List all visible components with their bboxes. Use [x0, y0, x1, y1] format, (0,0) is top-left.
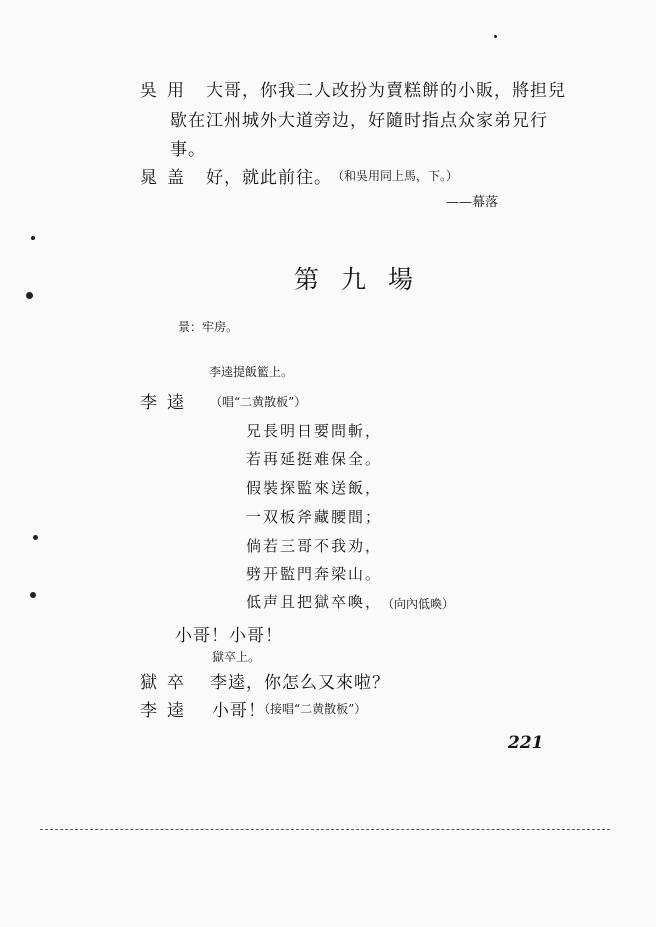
dialogue-line: 好，就此前往。 — [206, 168, 332, 188]
dialogue-line: 歇在江州城外大道旁边，好隨时指点众家弟兄行 — [170, 111, 548, 131]
dialogue-line: 大哥，你我二人改扮为賣糕餅的小販，將担兒 — [206, 81, 566, 101]
verse-line: 低声且把獄卒喚， — [246, 593, 383, 611]
dialogue-line: 小哥！小哥！ — [175, 626, 283, 646]
stage-direction: 李逵提飯籃上。 — [209, 365, 294, 379]
scan-speck — [33, 535, 38, 540]
curtain-falls: ——幕落 — [446, 195, 499, 210]
scan-speck — [30, 592, 36, 598]
speaker-li-kui: 李逵 — [140, 701, 194, 721]
scene-setting: 景：牢房。 — [178, 320, 239, 334]
speaker-li-kui: 李逵 — [140, 393, 194, 413]
verse-line: 劈开監門奔梁山。 — [246, 565, 383, 583]
verse-line: 一双板斧藏腰間； — [246, 508, 383, 526]
verse-line: 若再延挺难保全。 — [246, 450, 383, 468]
dialogue-line: 事。 — [170, 140, 206, 160]
dialogue-line: 小哥！ — [212, 701, 266, 721]
verse-line: 兄長明日要問斬， — [246, 422, 383, 440]
verse-line: 倘若三哥不我劝， — [246, 537, 383, 555]
scene-title: 第九場 — [294, 265, 436, 294]
stage-direction: （接唱“二黄散板”） — [258, 702, 367, 716]
page-number: 221 — [508, 733, 544, 753]
scan-speck — [31, 236, 35, 240]
stage-direction: （和吳用同上馬，下。） — [332, 169, 459, 183]
verse-line: 假裝探監來送飯， — [246, 479, 383, 497]
scan-speck — [494, 35, 497, 38]
speaker-wu-yong: 吳用 — [140, 81, 194, 101]
stage-direction: （唱“二黄散板”） — [210, 395, 307, 409]
page-bottom-edge — [40, 829, 610, 831]
dialogue-line: 李逵，你怎么又來啦？ — [210, 673, 390, 693]
stage-direction: （向內低喚） — [382, 597, 455, 611]
scan-speck — [26, 292, 33, 299]
speaker-chao-gai: 晁盖 — [140, 168, 194, 188]
speaker-guard: 獄卒 — [140, 673, 194, 693]
stage-direction: 獄卒上。 — [212, 650, 261, 664]
